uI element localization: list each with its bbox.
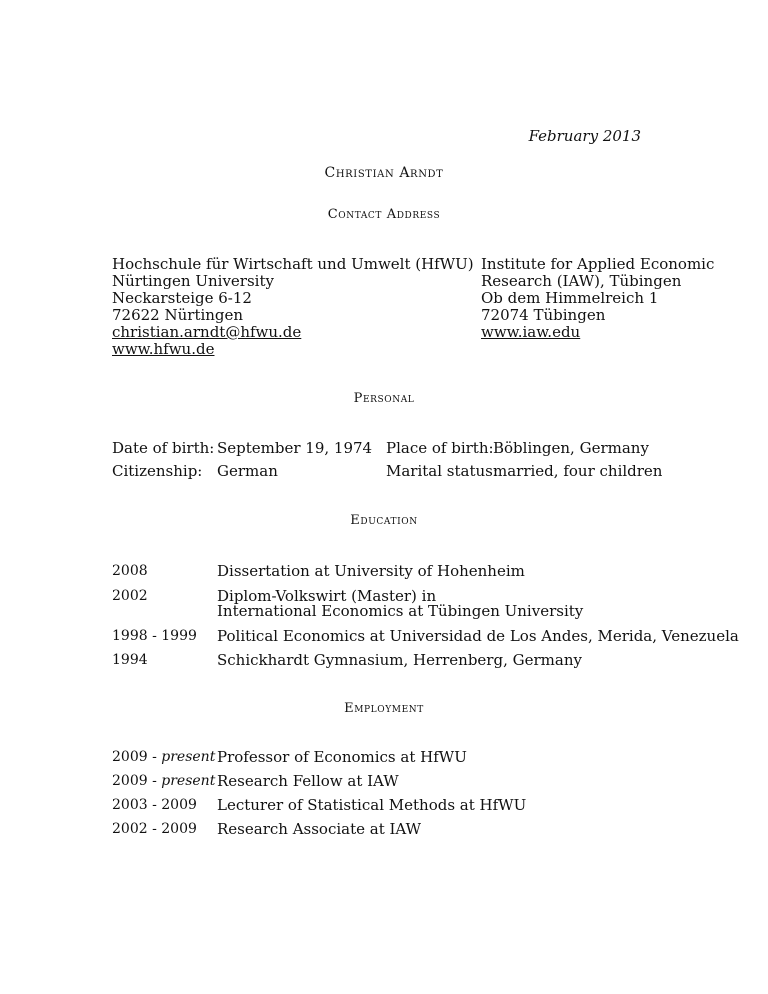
address-line: Ob dem Himmelreich 1: [481, 289, 659, 307]
contact-heading: Contact Address: [327, 207, 441, 222]
education-entry: Diplom-Volkswirt (Master) in: [217, 587, 437, 605]
citizenship-value: German: [217, 462, 278, 480]
address-line: Hochschule für Wirtschaft und Umwelt (HfWU): [112, 255, 474, 273]
birth-place-label: Place of birth:: [386, 439, 494, 457]
education-entry: Dissertation at University of Hohenheim: [217, 562, 525, 580]
education-year: 1994: [112, 652, 148, 668]
birth-date-label: Date of birth:: [112, 439, 215, 457]
education-year: 1998 - 1999: [112, 628, 197, 644]
education-year: 2008: [112, 563, 148, 579]
employment-year: 2002 - 2009: [112, 821, 197, 837]
birth-place-value: Böblingen, Germany: [493, 439, 649, 457]
education-entry-continued: International Economics at Tübingen University: [217, 602, 584, 620]
hfwu-website-link[interactable]: www.hfwu.de: [112, 340, 215, 358]
address-line: Nürtingen University: [112, 272, 274, 290]
address-line: Institute for Applied Economic: [481, 255, 715, 273]
citizenship-label: Citizenship:: [112, 462, 203, 480]
employment-year: 2009 - present: [112, 749, 216, 765]
employment-year: 2003 - 2009: [112, 797, 197, 813]
email-link[interactable]: christian.arndt@hfwu.de: [112, 323, 302, 341]
employment-entry: Research Associate at IAW: [217, 820, 422, 838]
employment-heading: Employment: [344, 701, 424, 716]
marital-status-value: married, four children: [493, 462, 663, 480]
address-line: Neckarsteige 6-12: [112, 289, 252, 307]
contact-address-right: [481, 256, 714, 341]
address-line: 72074 Tübingen: [481, 306, 606, 324]
birth-date-value: September 19, 1974: [217, 439, 373, 457]
address-line: Research (IAW), Tübingen: [481, 272, 682, 290]
personal-heading: Personal: [353, 391, 415, 406]
address-line: 72622 Nürtingen: [112, 306, 244, 324]
marital-status-label: Marital status:: [386, 462, 498, 480]
person-name: Christian Arndt: [324, 165, 444, 181]
iaw-website-link[interactable]: www.iaw.edu: [481, 323, 581, 341]
education-year: 2002: [112, 588, 148, 604]
contact-address-left: [112, 256, 474, 358]
education-heading: Education: [350, 513, 418, 528]
employment-entry: Professor of Economics at HfWU: [217, 748, 467, 766]
education-entry: Political Economics at Universidad de Los Andes, Merida, Venezuela: [217, 627, 739, 645]
employment-year: 2009 - present: [112, 773, 216, 789]
employment-entry: Lecturer of Statistical Methods at HfWU: [217, 796, 527, 814]
education-entry: Schickhardt Gymnasium, Herrenberg, Germany: [217, 651, 582, 669]
employment-entry: Research Fellow at IAW: [217, 772, 399, 790]
document-date: February 2013: [528, 127, 641, 145]
